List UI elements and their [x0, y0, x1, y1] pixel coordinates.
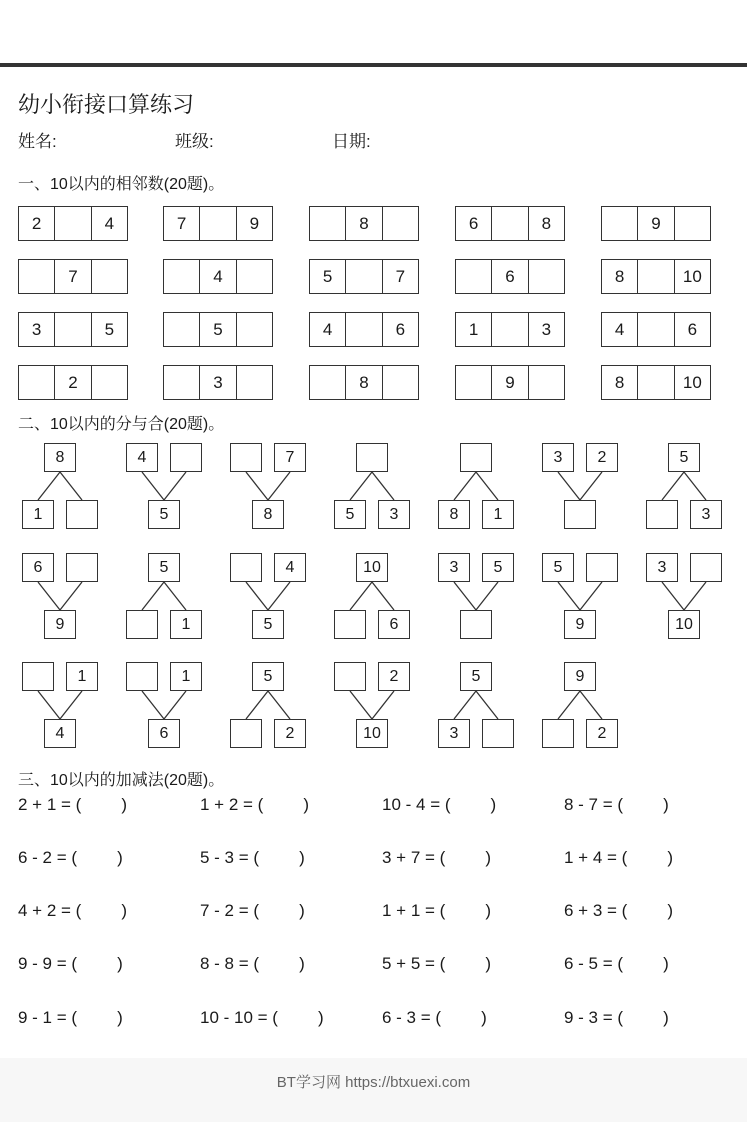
page-title: 幼小衔接口算练习 — [18, 92, 195, 117]
close-paren: ) — [667, 901, 673, 920]
close-paren: ) — [299, 954, 305, 973]
section2-heading: 二、10以内的分与合(20题)。 — [18, 416, 225, 433]
close-paren: ) — [663, 795, 669, 814]
number-box: 5 — [252, 662, 284, 691]
bond-line — [372, 472, 394, 500]
close-paren: ) — [481, 1008, 487, 1027]
answer-box[interactable] — [230, 443, 262, 472]
answer-cell[interactable] — [19, 366, 55, 399]
number-box: 2 — [586, 719, 618, 748]
date-label: 日期: — [332, 132, 371, 151]
answer-cell[interactable] — [529, 260, 564, 293]
answer-box[interactable] — [230, 719, 262, 748]
open-paren: ( — [616, 901, 628, 920]
equation-text: 5 - 3 = — [200, 848, 249, 867]
section1-heading: 一、10以内的相邻数(20题)。 — [18, 176, 225, 193]
equation-item — [18, 901, 127, 921]
number-box: 10 — [668, 610, 700, 639]
answer-box[interactable] — [460, 610, 492, 639]
number-bond-item — [22, 553, 98, 639]
bond-line — [60, 472, 82, 500]
equation-item — [200, 954, 305, 974]
number-cell: 10 — [682, 266, 702, 286]
open-paren: ( — [70, 795, 82, 814]
number-bond-item — [230, 662, 306, 748]
number-box: 4 — [274, 553, 306, 582]
answer-cell[interactable] — [200, 207, 236, 240]
number-cell: 3 — [541, 319, 552, 339]
bond-line — [60, 582, 82, 610]
adjacent-number-item — [309, 206, 419, 241]
equation-item — [564, 954, 669, 974]
number-box: 9 — [564, 662, 596, 691]
close-paren: ) — [299, 848, 305, 867]
number-cell: 10 — [682, 372, 702, 392]
close-paren: ) — [299, 901, 305, 920]
number-box: 2 — [378, 662, 410, 691]
equation-item — [18, 1008, 123, 1028]
adjacent-number-item — [18, 365, 128, 400]
equation-item — [564, 1008, 669, 1028]
answer-box[interactable] — [690, 553, 722, 582]
answer-box[interactable] — [66, 553, 98, 582]
equation-text: 9 - 3 = — [564, 1008, 613, 1027]
number-bond-item — [542, 553, 618, 639]
number-box: 9 — [44, 610, 76, 639]
answer-box[interactable] — [586, 553, 618, 582]
number-box: 1 — [482, 500, 514, 529]
number-box: 6 — [378, 610, 410, 639]
number-cell: 5 — [200, 313, 236, 346]
close-paren: ) — [121, 795, 127, 814]
number-box: 5 — [542, 553, 574, 582]
number-cell: 4 — [602, 313, 638, 346]
answer-cell[interactable] — [383, 366, 418, 399]
equation-text: 1 + 4 = — [564, 848, 617, 867]
number-cell: 9 — [492, 366, 528, 399]
answer-cell[interactable] — [346, 313, 382, 346]
bond-line — [454, 582, 476, 610]
number-box: 5 — [668, 443, 700, 472]
equation-item — [200, 901, 305, 921]
answer-cell[interactable] — [638, 313, 674, 346]
number-bond-item — [334, 553, 410, 639]
number-box: 8 — [438, 500, 470, 529]
bond-line — [142, 472, 164, 500]
bond-line — [580, 691, 602, 719]
number-box: 7 — [274, 443, 306, 472]
open-paren: ( — [612, 795, 624, 814]
bond-line — [372, 582, 394, 610]
answer-cell[interactable] — [55, 313, 91, 346]
bond-line — [246, 582, 268, 610]
bond-line — [142, 582, 164, 610]
number-box: 9 — [564, 610, 596, 639]
open-paren: ( — [66, 1008, 78, 1027]
number-box: 3 — [438, 719, 470, 748]
number-box: 1 — [66, 662, 98, 691]
answer-box[interactable] — [230, 553, 262, 582]
adjacent-number-item — [455, 365, 565, 400]
equation-text: 2 + 1 = — [18, 795, 71, 814]
answer-cell[interactable] — [92, 366, 127, 399]
equation-text: 6 - 5 = — [564, 954, 613, 973]
equation-item — [200, 795, 309, 815]
answer-cell[interactable] — [310, 207, 346, 240]
bond-line — [246, 472, 268, 500]
equation-item — [382, 954, 491, 974]
number-cell: 1 — [456, 313, 492, 346]
answer-box[interactable] — [126, 662, 158, 691]
equation-text: 8 - 7 = — [564, 795, 613, 814]
bond-line — [558, 472, 580, 500]
equation-text: 1 + 2 = — [200, 795, 253, 814]
open-paren: ( — [430, 1008, 442, 1027]
equation-item — [18, 954, 123, 974]
adjacent-number-item — [601, 365, 711, 400]
equation-text: 1 + 1 = — [382, 901, 435, 920]
answer-box[interactable] — [334, 610, 366, 639]
close-paren: ) — [485, 954, 491, 973]
number-cell: 9 — [249, 213, 260, 233]
equation-item — [382, 1008, 487, 1028]
footer-watermark: BT学习网 https://btxuexi.com — [276, 1074, 471, 1091]
bond-line — [662, 472, 684, 500]
open-paren: ( — [440, 795, 451, 814]
number-box: 10 — [356, 719, 388, 748]
number-cell: 7 — [395, 266, 406, 286]
adjacent-number-item — [455, 259, 565, 294]
number-box: 10 — [356, 553, 388, 582]
close-paren: ) — [490, 795, 497, 814]
adjacent-number-item — [601, 206, 711, 241]
close-paren: ) — [117, 848, 123, 867]
number-cell: 8 — [346, 207, 382, 240]
adjacent-number-item — [309, 312, 419, 347]
bond-line — [38, 691, 60, 719]
number-bond-item — [230, 443, 306, 529]
answer-box[interactable] — [564, 500, 596, 529]
equation-text: 9 - 9 = — [18, 954, 67, 973]
answer-box[interactable] — [460, 443, 492, 472]
equation-item — [382, 848, 491, 868]
name-label: 姓名: — [18, 132, 57, 151]
adjacent-number-item — [309, 259, 419, 294]
number-cell: 5 — [310, 260, 346, 293]
close-paren: ) — [667, 848, 673, 867]
close-paren: ) — [663, 954, 669, 973]
close-paren: ) — [317, 1008, 324, 1027]
number-box: 3 — [690, 500, 722, 529]
adjacent-number-item — [18, 312, 128, 347]
equation-item — [382, 901, 491, 921]
number-box: 2 — [586, 443, 618, 472]
number-box: 6 — [148, 719, 180, 748]
open-paren: ( — [434, 901, 446, 920]
open-paren: ( — [252, 795, 264, 814]
number-cell: 6 — [456, 207, 492, 240]
answer-box[interactable] — [126, 610, 158, 639]
answer-cell[interactable] — [602, 207, 638, 240]
answer-box[interactable] — [646, 500, 678, 529]
number-cell: 7 — [164, 207, 200, 240]
number-bond-item — [438, 662, 514, 748]
equation-text: 5 + 5 = — [382, 954, 435, 973]
number-box: 1 — [22, 500, 54, 529]
bond-line — [350, 472, 372, 500]
number-cell: 2 — [55, 366, 91, 399]
number-cell: 4 — [310, 313, 346, 346]
equation-text: 9 - 1 = — [18, 1008, 67, 1027]
adjacent-number-item — [163, 365, 273, 400]
bond-line — [38, 472, 60, 500]
bond-line — [164, 691, 186, 719]
answer-cell[interactable] — [492, 207, 528, 240]
number-cell: 4 — [200, 260, 236, 293]
close-paren: ) — [303, 795, 309, 814]
number-box: 3 — [378, 500, 410, 529]
adjacent-number-item — [163, 206, 273, 241]
equation-item — [564, 901, 673, 921]
equation-item — [200, 1008, 324, 1028]
number-cell: 9 — [638, 207, 674, 240]
number-bond-item — [22, 443, 98, 529]
answer-box[interactable] — [66, 500, 98, 529]
number-cell: 6 — [492, 260, 528, 293]
number-cell: 8 — [602, 366, 638, 399]
number-cell: 6 — [687, 319, 698, 339]
adjacent-number-item — [455, 206, 565, 241]
equation-item — [382, 795, 496, 815]
adjacent-number-item — [601, 312, 711, 347]
number-cell: 5 — [104, 319, 115, 339]
bond-line — [268, 691, 290, 719]
number-box: 1 — [170, 662, 202, 691]
number-bond-item — [542, 662, 618, 748]
answer-cell[interactable] — [164, 313, 200, 346]
number-bond-item — [334, 443, 410, 529]
close-paren: ) — [117, 954, 123, 973]
number-bond-item — [126, 443, 202, 529]
answer-cell[interactable] — [456, 260, 492, 293]
number-box: 5 — [148, 553, 180, 582]
number-cell: 2 — [19, 207, 55, 240]
bond-line — [246, 691, 268, 719]
adjacent-number-item — [455, 312, 565, 347]
answer-cell[interactable] — [55, 207, 91, 240]
equation-text: 6 + 3 = — [564, 901, 617, 920]
close-paren: ) — [485, 848, 491, 867]
number-bond-item — [646, 553, 722, 639]
equation-text: 8 - 8 = — [200, 954, 249, 973]
adjacent-number-item — [309, 365, 419, 400]
bond-line — [268, 472, 290, 500]
bond-line — [454, 472, 476, 500]
bond-line — [372, 691, 394, 719]
answer-cell[interactable] — [638, 260, 674, 293]
close-paren: ) — [663, 1008, 669, 1027]
number-cell: 8 — [602, 260, 638, 293]
bond-line — [476, 691, 498, 719]
bond-line — [164, 582, 186, 610]
open-paren: ( — [66, 954, 78, 973]
answer-cell[interactable] — [237, 260, 272, 293]
equation-text: 10 - 4 = — [382, 795, 441, 814]
top-border — [0, 63, 747, 67]
number-box: 2 — [274, 719, 306, 748]
open-paren: ( — [267, 1008, 278, 1027]
number-box: 3 — [646, 553, 678, 582]
answer-cell[interactable] — [346, 260, 382, 293]
answer-cell[interactable] — [675, 207, 710, 240]
adjacent-number-item — [18, 259, 128, 294]
adjacent-number-item — [163, 312, 273, 347]
number-bond-item — [22, 662, 98, 748]
number-cell: 3 — [200, 366, 236, 399]
section3-heading: 三、10以内的加减法(20题)。 — [18, 772, 225, 789]
bond-line — [580, 472, 602, 500]
close-paren: ) — [117, 1008, 123, 1027]
number-bond-item — [542, 443, 618, 529]
number-cell: 8 — [541, 213, 552, 233]
adjacent-number-item — [601, 259, 711, 294]
answer-box[interactable] — [170, 443, 202, 472]
number-bond-item — [646, 443, 722, 529]
bond-line — [60, 691, 82, 719]
number-cell: 3 — [19, 313, 55, 346]
bond-line — [558, 691, 580, 719]
open-paren: ( — [612, 954, 624, 973]
number-box: 5 — [482, 553, 514, 582]
number-box: 8 — [44, 443, 76, 472]
answer-box[interactable] — [22, 662, 54, 691]
number-box: 5 — [148, 500, 180, 529]
open-paren: ( — [248, 901, 260, 920]
bond-line — [268, 582, 290, 610]
equation-item — [18, 848, 123, 868]
adjacent-number-item — [163, 259, 273, 294]
equation-text: 10 - 10 = — [200, 1008, 268, 1027]
number-bond-item — [334, 662, 410, 748]
bond-line — [454, 691, 476, 719]
bond-line — [476, 472, 498, 500]
bond-line — [580, 582, 602, 610]
number-box: 4 — [126, 443, 158, 472]
answer-cell[interactable] — [237, 366, 272, 399]
number-box: 3 — [542, 443, 574, 472]
answer-cell[interactable] — [383, 207, 418, 240]
equation-item — [564, 848, 673, 868]
answer-cell[interactable] — [164, 260, 200, 293]
answer-cell[interactable] — [164, 366, 200, 399]
open-paren: ( — [66, 848, 78, 867]
open-paren: ( — [616, 848, 628, 867]
bond-line — [38, 582, 60, 610]
number-bond-item — [230, 553, 306, 639]
bond-line — [142, 691, 164, 719]
close-paren: ) — [485, 901, 491, 920]
equation-text: 3 + 7 = — [382, 848, 435, 867]
answer-box[interactable] — [482, 719, 514, 748]
number-bond-item — [438, 553, 514, 639]
equation-item — [18, 795, 127, 815]
class-label: 班级: — [175, 132, 214, 151]
equation-text: 7 - 2 = — [200, 901, 249, 920]
number-cell: 7 — [55, 260, 91, 293]
equation-item — [564, 795, 669, 815]
answer-cell[interactable] — [492, 313, 528, 346]
answer-box[interactable] — [542, 719, 574, 748]
bond-line — [558, 582, 580, 610]
answer-cell[interactable] — [19, 260, 55, 293]
answer-cell[interactable] — [638, 366, 674, 399]
bond-line — [350, 582, 372, 610]
number-bond-item — [126, 553, 202, 639]
open-paren: ( — [248, 848, 260, 867]
open-paren: ( — [248, 954, 260, 973]
number-cell: 6 — [395, 319, 406, 339]
bond-line — [476, 582, 498, 610]
number-bond-item — [438, 443, 514, 529]
number-bond-item — [126, 662, 202, 748]
number-cell: 8 — [346, 366, 382, 399]
bond-line — [662, 582, 684, 610]
answer-box[interactable] — [334, 662, 366, 691]
answer-box[interactable] — [356, 443, 388, 472]
number-cell: 4 — [104, 213, 115, 233]
equation-text: 6 - 2 = — [18, 848, 67, 867]
equation-text: 4 + 2 = — [18, 901, 71, 920]
bond-line — [684, 472, 706, 500]
number-box: 6 — [22, 553, 54, 582]
answer-cell[interactable] — [310, 366, 346, 399]
close-paren: ) — [121, 901, 127, 920]
answer-cell[interactable] — [237, 313, 272, 346]
number-box: 1 — [170, 610, 202, 639]
bond-line — [684, 582, 706, 610]
number-box: 3 — [438, 553, 470, 582]
adjacent-number-item — [18, 206, 128, 241]
open-paren: ( — [434, 954, 446, 973]
open-paren: ( — [434, 848, 446, 867]
equation-text: 6 - 3 = — [382, 1008, 431, 1027]
answer-cell[interactable] — [456, 366, 492, 399]
answer-cell[interactable] — [92, 260, 127, 293]
number-box: 5 — [334, 500, 366, 529]
number-box: 8 — [252, 500, 284, 529]
equation-item — [200, 848, 305, 868]
bond-line — [164, 472, 186, 500]
open-paren: ( — [70, 901, 82, 920]
bond-line — [350, 691, 372, 719]
open-paren: ( — [612, 1008, 624, 1027]
answer-cell[interactable] — [529, 366, 564, 399]
number-box: 5 — [252, 610, 284, 639]
number-box: 4 — [44, 719, 76, 748]
number-box: 5 — [460, 662, 492, 691]
